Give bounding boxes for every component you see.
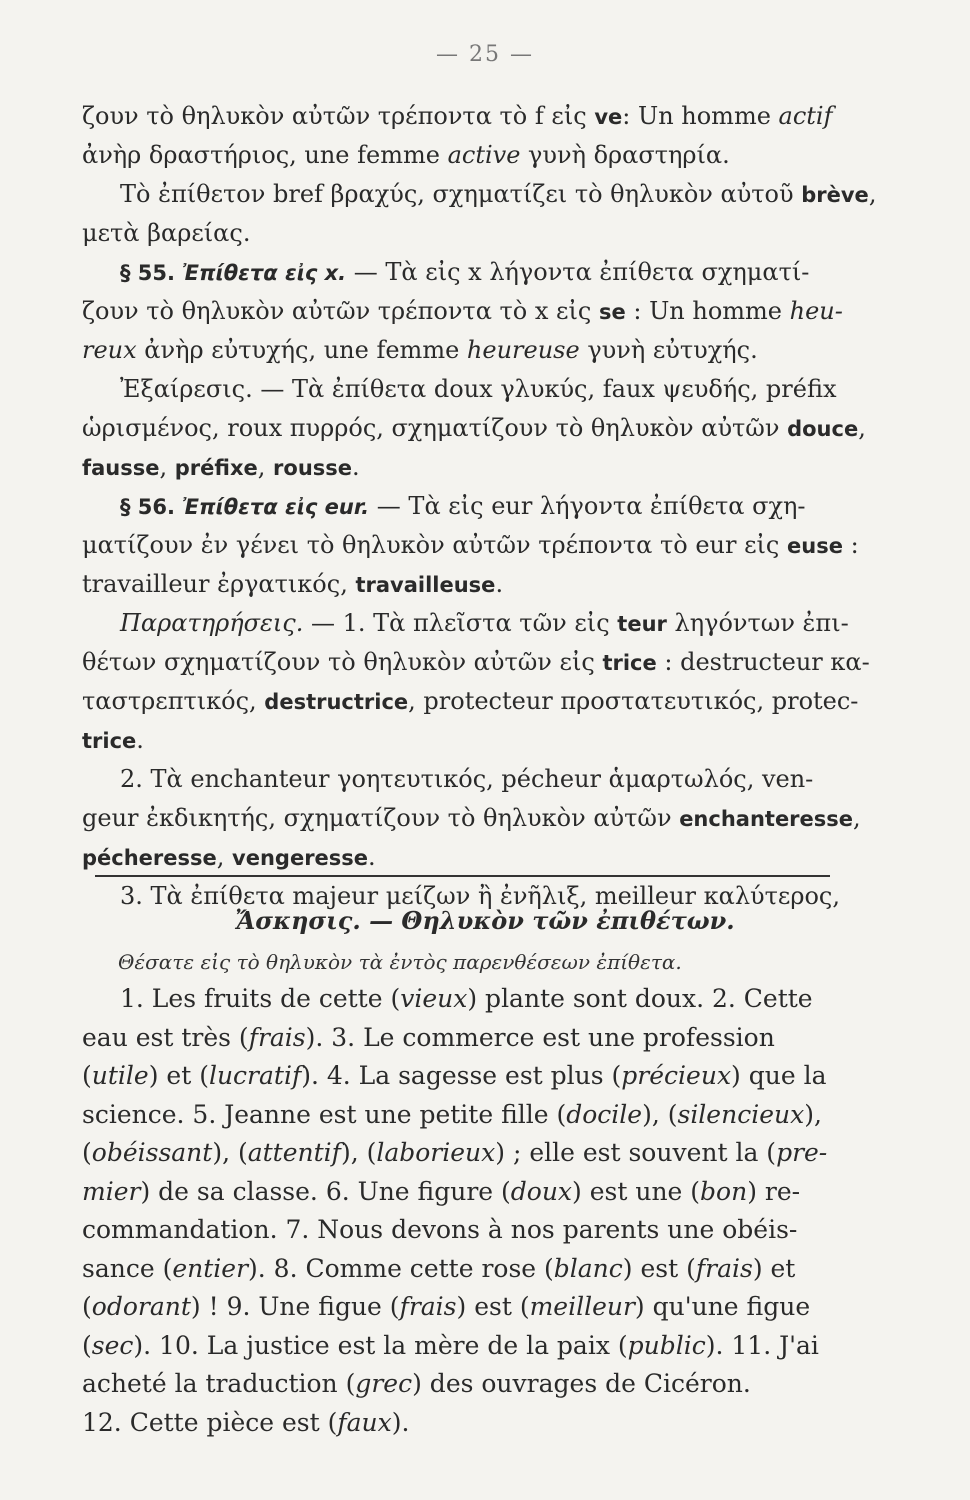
text-line: ζουν τὸ θηλυκὸν αὐτῶν τρέποντα τὸ f εἰς ve: Un homme actif bbox=[82, 102, 833, 130]
exercise-instruction: Θέσατε εἰς τὸ θηλυκὸν τὰ ἐντὸς παρενθέσεων ἐπίθετα. bbox=[118, 950, 682, 974]
exercise-line: 1. Les fruits de cette (vieux) plante sont doux. 2. Cette bbox=[120, 984, 813, 1013]
text-line: travailleur ἐργατικός, travailleuse. bbox=[82, 570, 504, 598]
text-line: ταστρεπτικός, destructrice, protecteur προστατευτικός, protec- bbox=[82, 687, 859, 715]
text-line: ἀνὴρ δραστήριος, une femme active γυνὴ δραστηρία. bbox=[82, 141, 730, 169]
text-line: θέτων σχηματίζουν τὸ θηλυκὸν αὐτῶν εἰς trice : destructeur κα- bbox=[82, 648, 870, 676]
text-line: μετὰ βαρείας. bbox=[82, 219, 251, 247]
text-line: pécheresse, vengeresse. bbox=[82, 843, 376, 871]
exercise-line: science. 5. Jeanne est une petite fille (docile), (silencieux), bbox=[82, 1099, 822, 1129]
text-line: geur ἐκδικητής, σχηματίζουν τὸ θηλυκὸν αὐτῶν enchanteresse, bbox=[82, 804, 861, 832]
exercise-line: (sec). 10. La justice est la mère de la paix (public). 11. J'ai bbox=[82, 1330, 819, 1360]
exercise-line: sance (entier). 8. Comme cette rose (blanc) est (frais) et bbox=[82, 1253, 796, 1283]
exercise-text bbox=[82, 980, 837, 1442]
section-56-heading: § 56. Ἐπίθετα εἰς eur. — Τὰ εἰς eur λήγοντα ἐπίθετα σχη- bbox=[120, 492, 806, 520]
section-55-heading: § 55. Ἐπίθετα εἰς x. — Τὰ εἰς x λήγοντα ἐπίθετα σχηματί- bbox=[120, 258, 810, 286]
text-line: 3. Τὰ ἐπίθετα majeur μείζων ἢ ἐνῆλιξ, meilleur καλύτερος, bbox=[120, 882, 840, 910]
text-line: fausse, préfixe, rousse. bbox=[82, 453, 360, 481]
text-line: trice. bbox=[82, 726, 144, 754]
exercise-line: commandation. 7. Nous devons à nos parents une obéis- bbox=[82, 1215, 798, 1244]
exercise-line: (utile) et (lucratif). 4. La sagesse est plus (précieux) que la bbox=[82, 1061, 827, 1090]
text-line: Ἐξαίρεσις. — Τὰ ἐπίθετα doux γλυκύς, faux ψευδής, préfix bbox=[120, 375, 837, 403]
text-line: ματίζουν ἐν γένει τὸ θηλυκὸν αὐτῶν τρέποντα τὸ eur εἰς euse : bbox=[82, 531, 859, 559]
exercise-line: (odorant) ! 9. Une figue (frais) est (meilleur) qu'une figue bbox=[82, 1292, 811, 1321]
exercise-line: mier) de sa classe. 6. Une figure (doux) est une (bon) re- bbox=[82, 1176, 801, 1206]
text-line: ὡρισμένος, roux πυρρός, σχηματίζουν τὸ θηλυκὸν αὐτῶν douce, bbox=[82, 414, 866, 442]
exercise-line: (obéissant), (attentif), (laborieux) ; elle est souvent la (pre- bbox=[82, 1138, 828, 1167]
remarks-heading: Παρατηρήσεις. — 1. Τὰ πλεῖστα τῶν εἰς teur ληγόντων ἐπι- bbox=[120, 609, 849, 637]
page-number: — 25 — bbox=[436, 42, 534, 67]
text-line: 2. Τὰ enchanteur γοητευτικός, pécheur ἁμαρτωλός, ven- bbox=[120, 765, 814, 793]
exercise-line: eau est très (frais). 3. Le commerce est une profession bbox=[82, 1022, 775, 1052]
text-line: reux ἀνὴρ εὐτυχής, une femme heureuse γυνὴ εὐτυχής. bbox=[82, 336, 758, 364]
text-line: Τὸ ἐπίθετον bref βραχύς, σχηματίζει τὸ θηλυκὸν αὐτοῦ brève, bbox=[120, 180, 877, 208]
text-line: ζουν τὸ θηλυκὸν αὐτῶν τρέποντα τὸ x εἰς se : Un homme heu- bbox=[82, 297, 843, 325]
exercise-title: Ἄσκησις. — Θηλυκὸν τῶν ἐπιθέτων. bbox=[235, 906, 735, 935]
exercise-line: 12. Cette pièce est (faux). bbox=[82, 1407, 410, 1437]
main-text bbox=[82, 97, 877, 916]
exercise-line: acheté la traduction (grec) des ouvrages de Cicéron. bbox=[82, 1369, 751, 1398]
section-divider bbox=[95, 875, 830, 877]
